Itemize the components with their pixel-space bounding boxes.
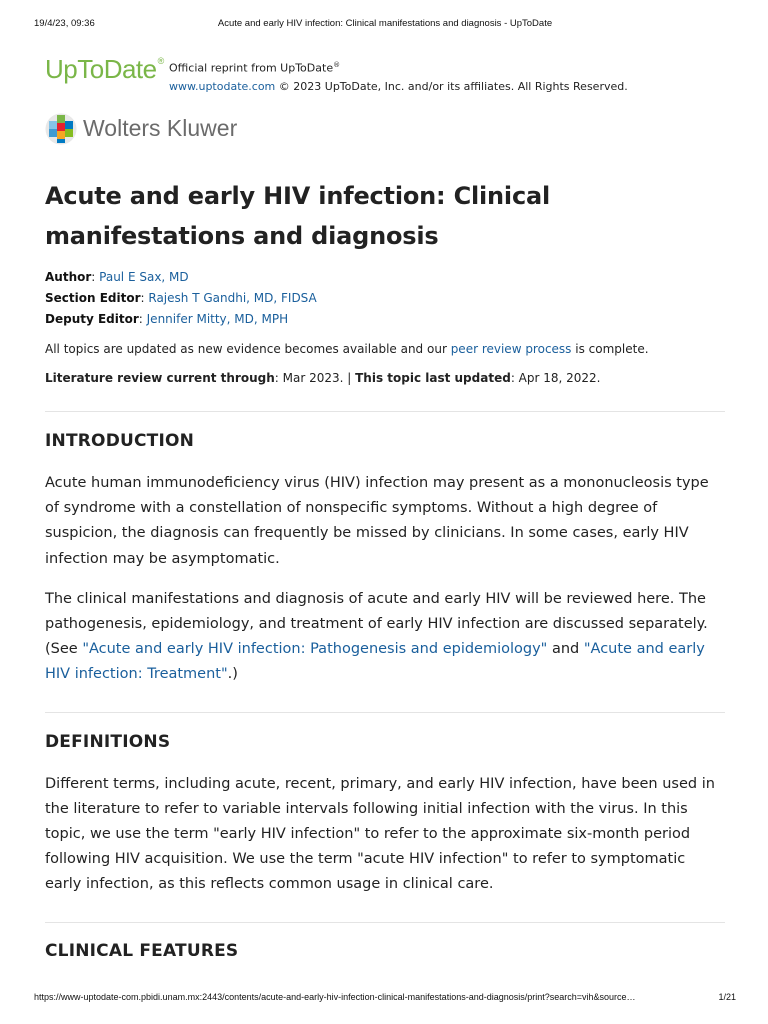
registered-mark: ®: [157, 56, 164, 66]
wolters-kluwer-icon: [45, 113, 77, 145]
section-editor-label: Section Editor: [45, 291, 141, 305]
update-note: [45, 340, 725, 358]
wolters-kluwer-wordmark: Wolters Kluwer: [83, 115, 238, 141]
treatment-topic-link[interactable]: "Acute and early HIV infection: Treatment": [45, 641, 705, 683]
definitions-heading: DEFINITIONS: [45, 731, 171, 752]
section-divider: [45, 922, 725, 923]
print-datetime: 19/4/23, 09:36: [34, 18, 95, 29]
literature-review-line: [45, 369, 725, 387]
introduction-heading: INTRODUCTION: [45, 431, 195, 451]
section-editor-line: Section Editor: Rajesh T Gandhi, MD, FIDSA: [45, 291, 317, 305]
intro-p2-end: .): [227, 666, 238, 683]
last-updated-value: : Apr 18, 2022.: [510, 371, 601, 385]
reprint-text: Official reprint from UpToDate: [169, 61, 334, 75]
copyright-text: © 2023 UpToDate, Inc. and/or its affiliates. All Rights Reserved.: [278, 79, 628, 93]
deputy-editor-label: Deputy Editor: [45, 312, 139, 326]
article-content: [45, 176, 725, 961]
introduction-paragraph-1: Acute human immunodeficiency virus (HIV) infection may present as a mononucleosis type of syndrome with a constellation of nonspecific symptoms. Without a high degree of suspicion, the diagnosis can frequently be missed by clinicians. In some cases, early HIV infection may be asymptomatic.: [45, 475, 709, 567]
brand-header: [45, 54, 728, 94]
author-label: Author: [45, 270, 92, 284]
pathogenesis-topic-link[interactable]: "Acute and early HIV infection: Pathogenesis and epidemiology": [82, 641, 548, 658]
uptodate-site-link[interactable]: www.uptodate.com: [169, 79, 276, 93]
update-note-text: All topics are updated as new evidence becomes available and our: [45, 342, 451, 356]
intro-p2-text: The clinical manifestations and diagnosis of acute and early HIV will be reviewed here. The pathogenesis, epidemiology, and treatment of early HIV infection are discussed separately. (See: [45, 590, 708, 658]
print-url: https://www-uptodate-com.pbidi.unam.mx:2443/contents/acute-and-early-hiv-infection-clinical-manifestations-and-diagnosis/print?search=vih&source…: [34, 992, 636, 1002]
lit-review-value: : Mar 2023. |: [274, 371, 356, 385]
reprint-notice: [169, 56, 628, 96]
section-editor-link[interactable]: Rajesh T Gandhi, MD, FIDSA: [148, 291, 317, 305]
introduction-paragraph-2: [45, 587, 725, 688]
author-line: Author: Paul E Sax, MD: [45, 270, 189, 284]
definitions-paragraph: Different terms, including acute, recent, primary, and early HIV infection, have been used in the literature to refer to variable intervals following initial infection with the virus. In this topic, we use the term "early HIV infection" to refer to the approximate six-month period following HIV acquisition. We use the term "acute HIV infection" to refer to symptomatic early infection, as this reflects common usage in clinical care.: [45, 775, 715, 893]
section-divider: [45, 712, 725, 713]
article-title: Acute and early HIV infection: Clinical manifestations and diagnosis: [45, 182, 551, 250]
deputy-editor-link[interactable]: Jennifer Mitty, MD, MPH: [146, 312, 289, 326]
page-number: 1/21: [718, 992, 736, 1002]
lit-review-label: Literature review current through: [45, 371, 275, 385]
peer-review-link[interactable]: peer review process: [450, 342, 572, 356]
article-contributors: [45, 267, 725, 330]
update-note-end: is complete.: [571, 342, 649, 356]
last-updated-label: This topic last updated: [355, 371, 511, 385]
reprint-registered-mark: ®: [333, 61, 341, 69]
print-page-title: Acute and early HIV infection: Clinical manifestations and diagnosis - UpToDate: [217, 18, 553, 29]
author-link[interactable]: Paul E Sax, MD: [99, 270, 189, 284]
section-divider: [45, 411, 725, 412]
deputy-editor-line: Deputy Editor: Jennifer Mitty, MD, MPH: [45, 312, 289, 326]
intro-p2-and: and: [547, 641, 584, 658]
uptodate-logo[interactable]: [45, 54, 164, 85]
uptodate-logo-text: UpToDate: [45, 54, 157, 84]
clinical-features-heading: CLINICAL FEATURES: [45, 940, 239, 961]
